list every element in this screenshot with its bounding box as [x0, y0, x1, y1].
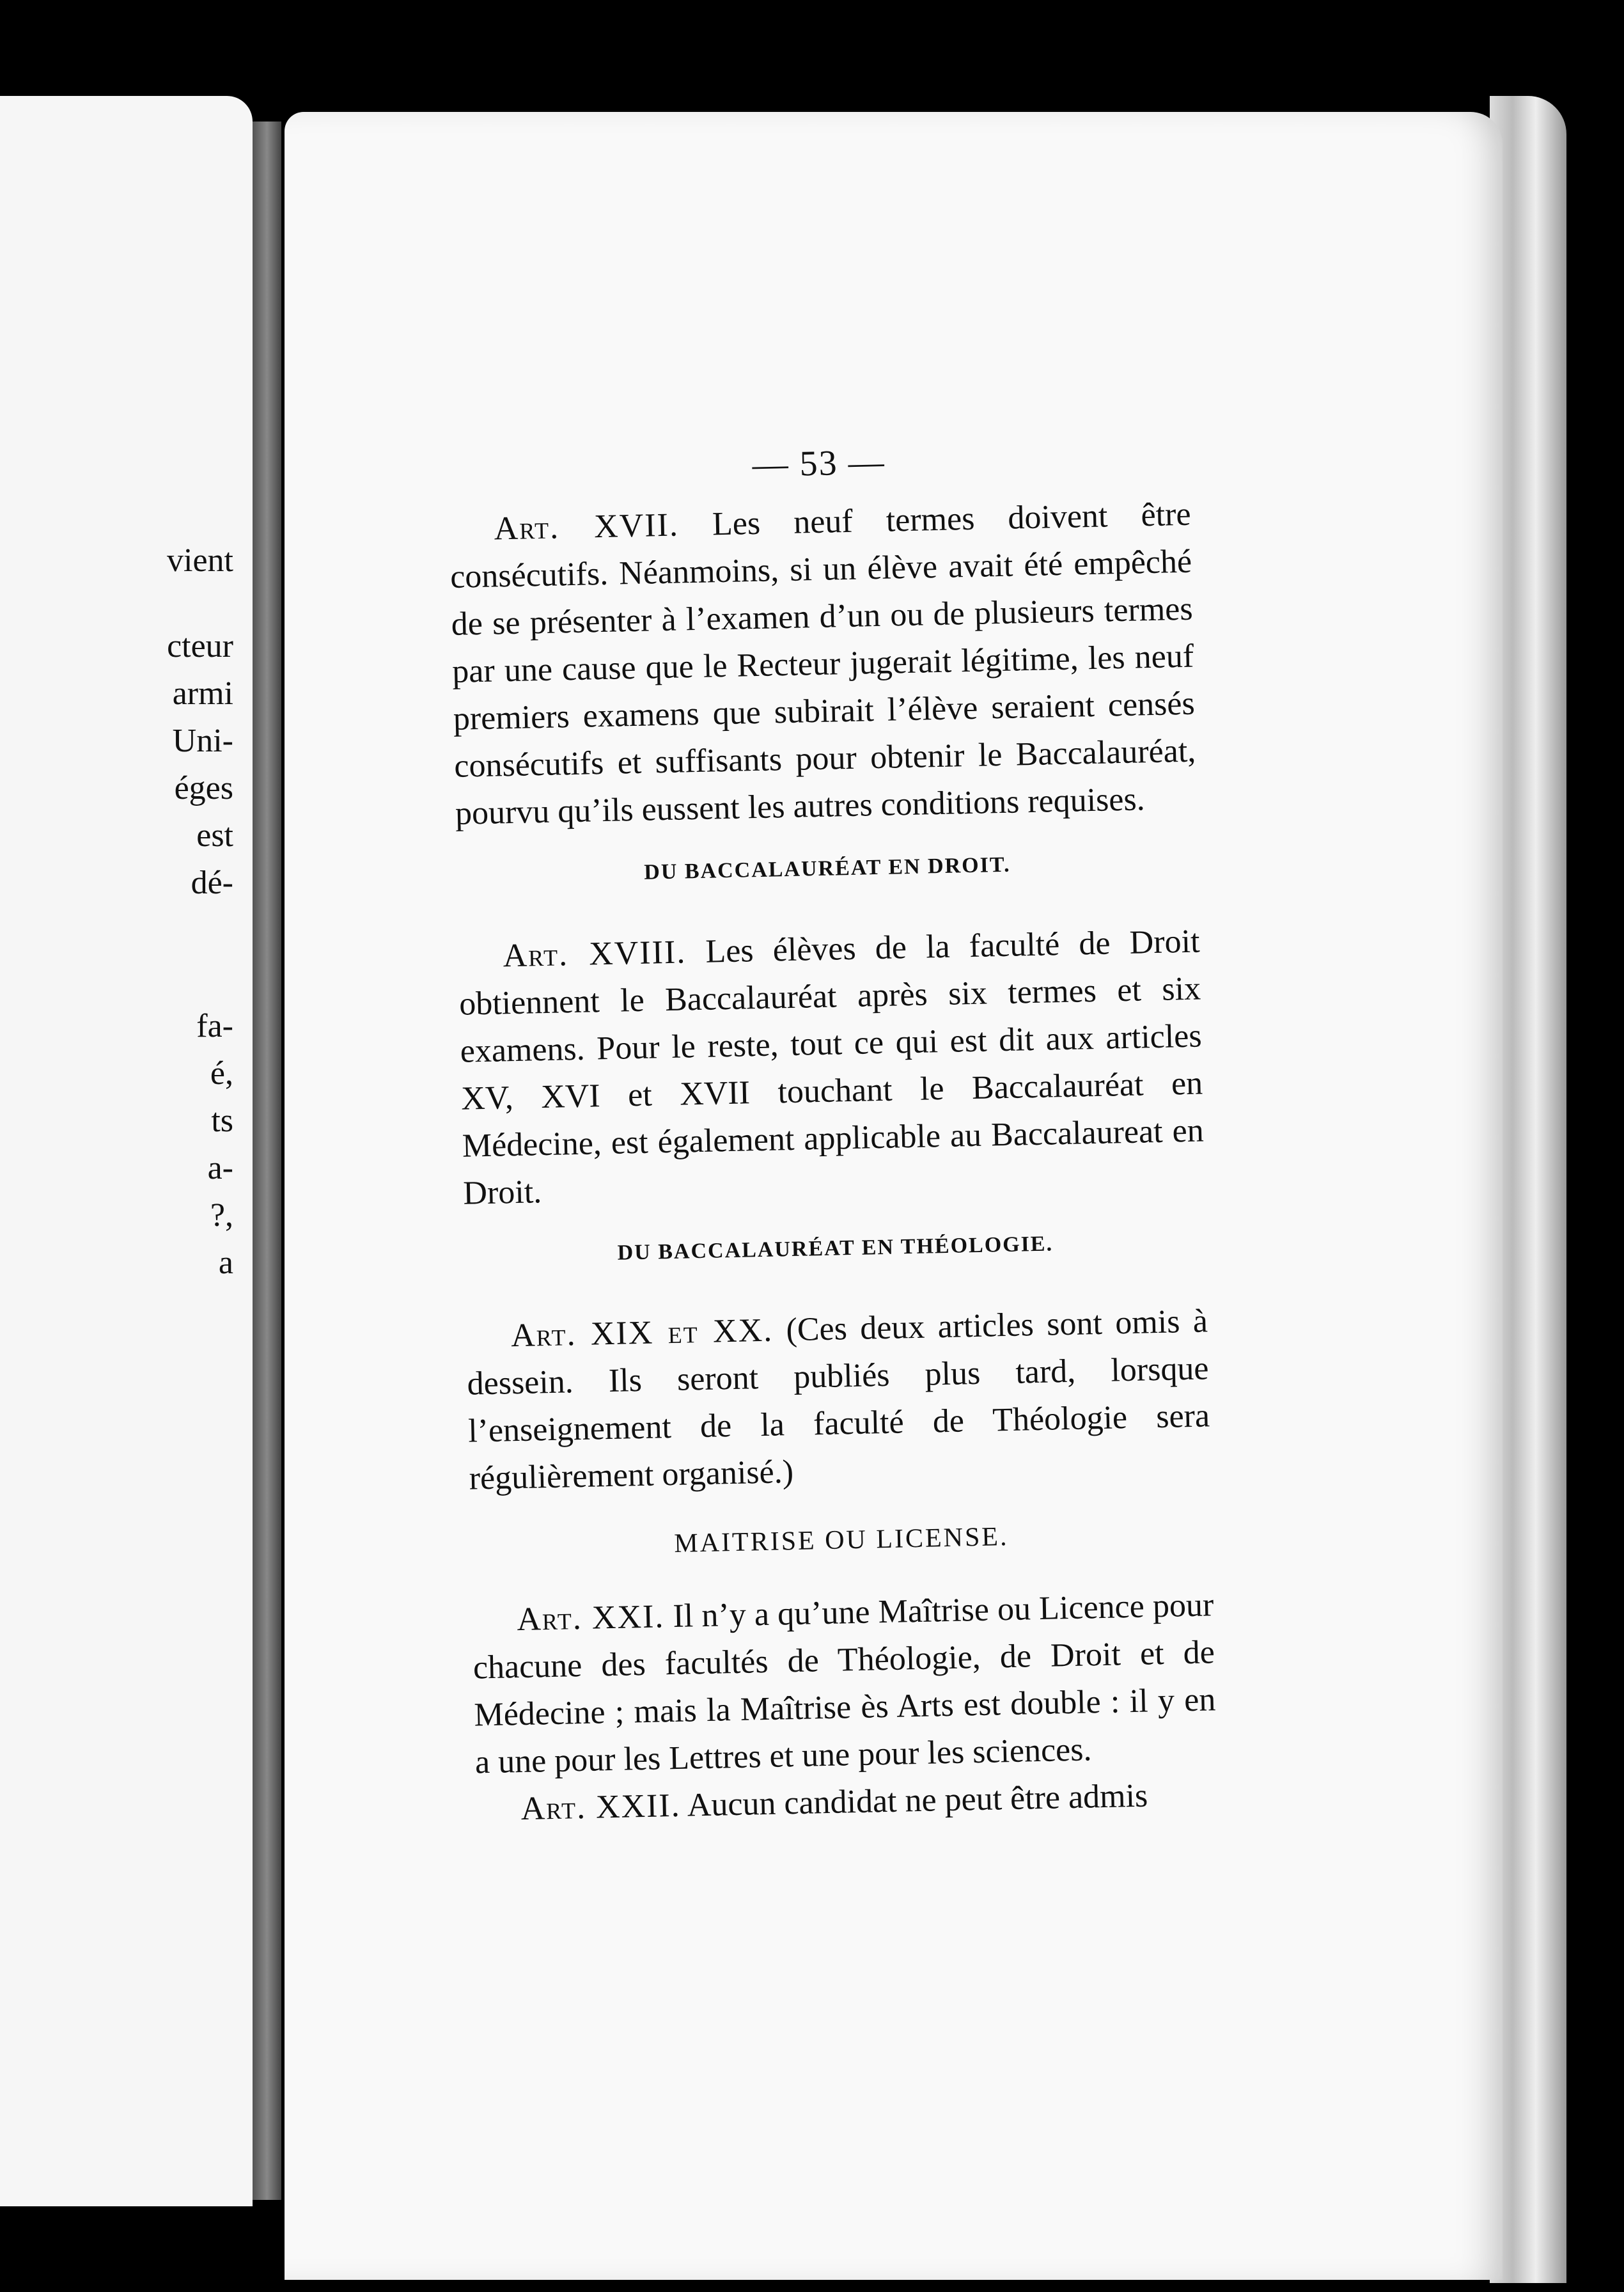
left-fragment: dé-: [191, 865, 233, 901]
article-18: [458, 918, 1205, 1218]
left-fragment: éges: [174, 770, 233, 806]
section-heading-droit: DU BACCALAURÉAT EN DROIT.: [643, 852, 1011, 884]
left-fragment: ?,: [210, 1197, 233, 1234]
left-page-text-fragments: [167, 537, 233, 1287]
left-fragment: a-: [207, 1150, 233, 1186]
left-fragment: vient: [167, 542, 233, 579]
article-label: Art. XVII.: [494, 506, 680, 547]
article-19-20: [465, 1298, 1211, 1502]
article-17: [449, 491, 1198, 838]
section-heading-maitrise: MAITRISE OU LICENSE.: [673, 1522, 1009, 1558]
left-fragment: Uni-: [172, 723, 233, 759]
article-text: (Ces deux articles sont omis à dessein. Ils seront publiés plus tard, lorsque l’enseignement de la faculté de Théologie sera régulièrement organisé.): [467, 1303, 1210, 1497]
left-fragment: a: [218, 1244, 233, 1281]
article-text: Les neuf termes doivent être consécutifs. Néanmoins, si un élève avait été empêché de se présenter à l’examen d’un ou de plusieurs termes par une cause que le Recteur jugerait légitime, les neuf premiers examens que subirait l’élève seraient censés consécutifs et suffisants pour obtenir le Baccalauréat, pourvu qu’ils eussent les autres conditions requises.: [449, 496, 1196, 832]
left-fragment: armi: [172, 675, 233, 712]
left-fragment: cteur: [167, 628, 233, 664]
article-label: Art. XXI.: [516, 1598, 665, 1638]
article-21: [472, 1582, 1217, 1786]
article-text: Aucun candidat ne peut être admis: [687, 1777, 1148, 1824]
left-fragment: est: [196, 817, 233, 854]
left-fragment: fa-: [196, 1008, 233, 1044]
page-text: [448, 432, 1218, 1834]
left-facing-page: [0, 96, 253, 2206]
article-text: Les élèves de la faculté de Droit obtiennent le Baccalauréat après six termes et six examens. Pour le reste, tout ce qui est dit aux articles XV, XVI et XVII touchant le Baccalauréat en Médecine, est également applicable au Baccalaureat en Droit.: [458, 923, 1205, 1212]
left-fragment: ts: [211, 1103, 233, 1139]
article-label: Art. XIX et XX.: [510, 1312, 774, 1354]
page-number: — 53 —: [752, 442, 886, 485]
section-heading-theologie: DU BACCALAURÉAT EN THÉOLOGIE.: [617, 1232, 1054, 1265]
left-fragment: é,: [210, 1055, 233, 1092]
article-label: Art. XXII.: [520, 1787, 682, 1828]
book-gutter: [253, 122, 281, 2200]
article-text: Il n’y a qu’une Maîtrise ou Licence pour chacune des facultés de Théologie, de Droit et de Médecine ; mais la Maîtrise ès Arts est double : il y en a une pour les Lettres et une pour les sciences.: [472, 1587, 1216, 1781]
article-label: Art. XVIII.: [503, 934, 687, 975]
